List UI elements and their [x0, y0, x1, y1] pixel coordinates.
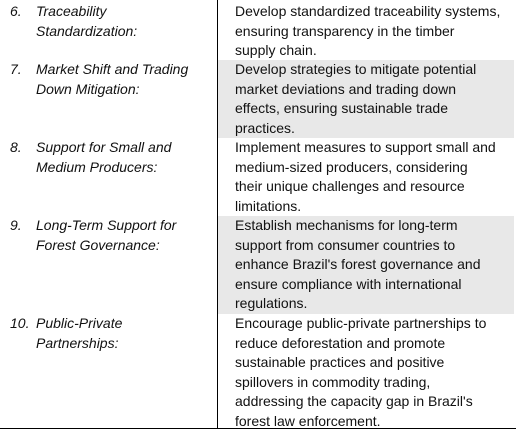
row-description-line: Develop standardized traceability systems,	[235, 3, 501, 19]
row-description-line: Establish mechanisms for long-term	[235, 217, 458, 233]
table-row	[0, 216, 516, 314]
row-label	[36, 216, 214, 255]
row-description-line: regulations.	[235, 295, 308, 311]
row-description-line: spillovers in commodity trading,	[235, 373, 431, 390]
row-description-line: addressing the capacity gap in Brazil's	[235, 393, 473, 409]
row-label	[36, 138, 214, 177]
row-label-line: Market Shift and Trading	[36, 61, 189, 77]
row-label	[36, 2, 214, 41]
row-description-line: medium-sized producers, considering	[235, 158, 468, 175]
row-description-line: sustainable practices and positive	[235, 354, 445, 370]
row-description-line: effects, ensuring sustainable trade	[235, 100, 448, 116]
row-label-line: Traceability	[36, 3, 107, 19]
row-label	[36, 314, 214, 353]
row-description-cell	[218, 216, 514, 314]
row-label-line: Long-Term Support for	[36, 217, 177, 233]
row-number: 8.	[10, 139, 22, 155]
row-description-line: practices.	[235, 119, 295, 136]
row-number: 6.	[10, 3, 22, 19]
row-label-line: Down Mitigation:	[36, 80, 140, 97]
row-label	[36, 60, 214, 99]
table-row	[0, 60, 516, 138]
row-label-line: Forest Governance:	[36, 236, 160, 253]
row-description-line: forest law enforcement.	[235, 412, 381, 429]
table-row	[0, 138, 516, 216]
row-label-line: Public-Private	[36, 315, 123, 331]
row-description-cell	[218, 314, 514, 428]
row-description-line: Develop strategies to mitigate potential	[235, 61, 477, 77]
row-description-line: ensure compliance with international	[235, 275, 462, 292]
table-row	[0, 2, 516, 60]
row-description-line: Encourage public-private partnerships to	[235, 315, 487, 331]
row-description-cell	[218, 60, 514, 138]
row-number: 10.	[10, 315, 30, 331]
row-description-line: ensuring transparency in the timber	[235, 22, 455, 39]
row-description-line: enhance Brazil's forest governance and	[235, 256, 481, 272]
row-number: 9.	[10, 217, 22, 233]
column-divider	[217, 0, 218, 429]
row-description-line: Implement measures to support small and	[235, 139, 496, 155]
row-label-line: Medium Producers:	[36, 158, 158, 175]
row-description-line: their unique challenges and resource	[235, 178, 465, 194]
table-bottom-border	[0, 428, 516, 429]
row-label-line: Standardization:	[36, 22, 138, 39]
row-description-line: limitations.	[235, 197, 302, 214]
row-description-line: market deviations and trading down	[235, 80, 457, 97]
row-description-line: reduce deforestation and promote	[235, 334, 446, 351]
row-description-line: supply chain.	[235, 42, 317, 58]
row-description-cell	[218, 138, 514, 216]
row-number: 7.	[10, 61, 22, 77]
row-label-line: Partnerships:	[36, 334, 119, 351]
row-description-cell	[218, 2, 514, 60]
row-label-line: Support for Small and	[36, 139, 172, 155]
row-description-line: support from consumer countries to	[235, 236, 456, 253]
table-row	[0, 314, 516, 428]
